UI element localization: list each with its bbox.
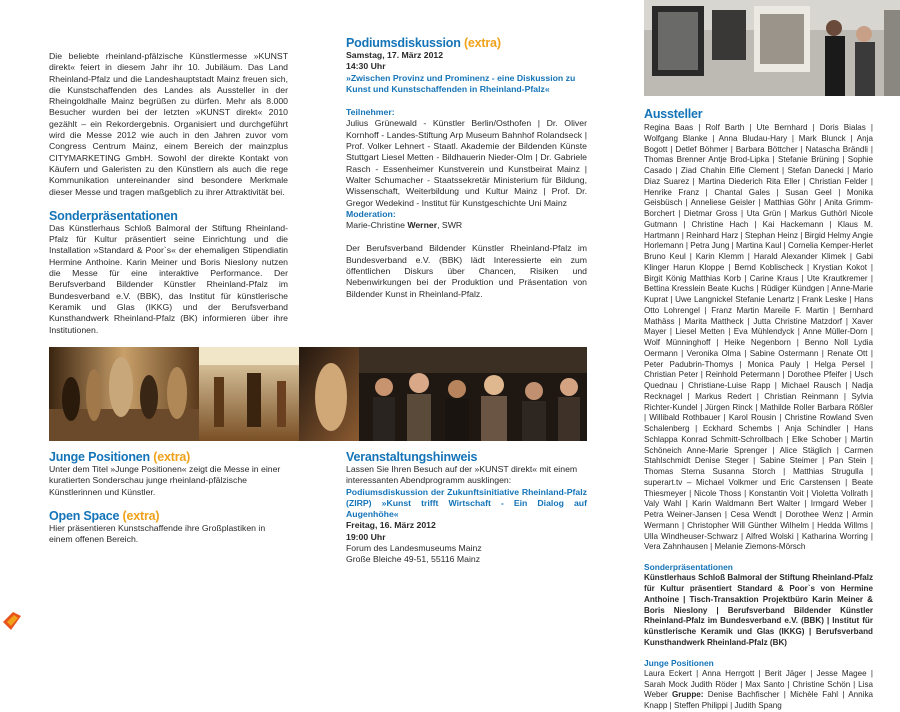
- podium-time: 14:30 Uhr: [346, 61, 386, 72]
- open-text: Hier präsentieren Kunstschaffende ihre Großplastiken in einem offenen Bereich.: [49, 522, 266, 545]
- column-left: [49, 51, 288, 336]
- junge-heading: Junge Positionen (extra): [49, 450, 191, 464]
- podium-date: Samstag, 17. März 2012: [346, 50, 444, 60]
- veranst-heading: Veranstaltungshinweis: [346, 450, 478, 464]
- right-sonder-label: Sonderpräsentationen: [644, 562, 733, 572]
- veranst-place2: Große Bleiche 49-51, 55116 Mainz: [346, 554, 481, 565]
- aussteller-heading: Aussteller: [644, 107, 703, 121]
- veranst-place1: Forum des Landesmuseums Mainz: [346, 543, 482, 554]
- column-middle-bottom: [346, 450, 587, 566]
- right-junge-label: Junge Positionen: [644, 657, 714, 668]
- veranst-highlight: Podiumsdiskussion der Zukunftsinitiative Rheinland-Pfalz (ZIRP) »Kunst trifft Wirtschaft - Ein Dialog auf Augenhöhe«: [346, 486, 587, 520]
- aussteller-list: [644, 123, 873, 553]
- veranst-date: Freitag, 16. März 2012: [346, 520, 436, 531]
- panorama-photo: [49, 347, 587, 441]
- veranst-time: 19:00 Uhr: [346, 531, 386, 542]
- column-middle: [346, 36, 587, 300]
- right-sonder-text: Künstlerhaus Schloß Balmoral der Stiftung Rheinland-Pfalz für Kultur präsentiert Standard & Poor`s von Hermine Anthoine | Tisch-Transaktion Projektbüro Karin Meiner & Boris Nieslony | Berufsverband Bildender Künstler Rheinland-Pfalz im Bundesverband e.V. (BBK) | Institut für künstlerische Keramik und Glas (IKKG) | Berufsverband Kunsthandwerk Rheinland-Pfalz (BK): [644, 573, 873, 647]
- column-right: [644, 107, 873, 712]
- junge-text: Unter dem Titel »Junge Positionen« zeigt die Messe in einer kuratierten Sonderschau junge rheinland-pfälzische Künstlerinnen und Künstler.: [49, 464, 281, 497]
- sonder-heading: Sonderpräsentationen: [49, 208, 178, 223]
- right-junge-text: Laura Eckert | Anna Herrgott | Berit Jäger | Jesse Magee | Sarah Mock Judith Röder | Max Santo | Christine Schön | Lisa Weber Gruppe: Denise Bachfischer | Michèle Fahl | Annika Knapp | Steffen Philippi | Judith Spang: [644, 668, 873, 711]
- podium-subtitle: »Zwischen Provinz und Prominenz - eine Diskussion zu Kunst und Kunstschaffenden in Rheinland-Pfalz«: [346, 72, 576, 94]
- aussteller-names: Regina Baas | Rolf Barth | Ute Bernhard | Doris Bialas | Wolfgang Blanke | Anna Bludau-Hary | Mark Blunck | Anja Bogott | Detlef Böhmer | Barbara Böttcher | Natascha Brändli | Thomas Brenner Antje Brod-Lipka | Stefanie Brüning | Sophie Casado | Ziad Chahin Elfie Clement | Stefan Danecki | Mario Diaz Suarez | Martina Diederich Rita Eller | Christian Felder | Henrike Franz | Chantal Gales | Susan Geel | Monika Geisbüsch | Anneliese Geisler | Matthias Göhr | Anita Grimm-Borchert | Dietmar Gross | Uta Grün | Markus Guthörl Nicole Gutmann | Christine Hach | Kai Hackemann | Klaus M. Hartmann | Reinhard Harz | Stephan Heinz | Birgid Helmy Angie Horlemann | Petra Jung | Martina Kaul | Cornelia Kemper-Herlet Bruno Keul | Karin Klemm | Harald Alexander Klimek | Gabi Klinger Harun Kloppe | Bernd Koblischeck | Krystian Kokot | Birgit König Matthias Korb | Carine Kraus | Ute Krautkremer | Bettina Kresslein Beate Kuchs | Rüdiger Kündgen | Anne-Marie Kuprat | Uwe Langnickel Stefanie Lenartz | Frank Leske | Hans Otto Lohrengel | Franz Martin Mareile F. Martin | Bernhard Mathäss | Marita Mattheck | Jutta Christine Matzdorf | Xaver Mayer | Liesel Metten | Eva Mühlendyck | Anne Müller-Dorn | Wolf Münninghoff | Heike Negenborn | Benno Noll Lydia Oermann | Veronika Olma | Sabine Ostermann | Renate Ott | Peter Padubrin-Thomys | Monica Pauly | Helga Persel | Christian Peter | Reinhold Petermann | Dorothee Pfeifer | Usch Quednau | Christiane-Luise Rapp | Michael Rausch | Nadja Recknagel | Markus Redert | Christian Reinmann | Sylvia Richter-Kundel | Jürgen Rinck | Mathilde Roller Barbara Rößler | Willibald Rothbauer | Karol Rousin | Christine Rowland Sven Schalenberg | Eckhard Schembs | Anja Schindler | Hans Schlappa Konrad Schmitt-Schrollbach | Elke Schober | Martin Schöneich Anne-Marie Sprenger | Alice Stäglich | Carmen Stahlschmidt Denise Steger | Sabine Steimer | Pan Stein | Thomas Sterna Susanna Storch | Matthias Strugulla | superart.tv – Michael Volkmer und Eric Carstensen | Beate Thiesmeyer | Nicole Thoss | Konstantin Voit | Violetta Vollrath | Valy Wahl | Karin Waldmann Bert Walter | Irmgard Weber | Petra Weiner-Jansen | Cesa Wendt | Dorothee Wenz | Armin Wermann | Christopher Will Günther Wilhelm | Hedda Willms | Ulla Windheuser-Schwarz | Alfred Wolski | Katharina Worring | Vera Zahnhausen | Melanie Ziemons-Mörsch: [644, 123, 873, 552]
- teilnehmer-label: Teilnehmer:: [346, 107, 395, 118]
- gallery-photo-strip: [49, 347, 587, 441]
- moderation-text: Marie-Christine Werner, SWR: [346, 220, 463, 231]
- podium-heading: Podiumsdiskussion (extra): [346, 36, 501, 50]
- bbk-text: Der Berufsverband Bildender Künstler Rheinland-Pfalz im Bundesverband e.V. (BBK) lädt Interessierte ein zum öffentlichen Diskurs über Chancen, Risiken und Nebenwirkungen bei der Produktion und Präsentation von Bildender Kunst in Rheinland-Pfalz.: [346, 243, 587, 299]
- column-left-bottom: [49, 450, 288, 545]
- teilnehmer-text: Julius Grünewald - Künstler Berlin/Osthofen | Dr. Oliver Kornhoff - Landes-Stiftung Arp Museum Bahnhof Rolandseck | Prof. Volker Lehnert - Staatl. Akademie der Bildenden Künste Stuttgart Liesel Metten - Bildhauerin Nieder-Olm | Dr. Gabriele Rasch - Essenheimer Kunstverein und Kunstbeirat Mainz | Walter Schumacher - Staatssekretär Ministerium für Bildung, Wissenschaft, Weiterbildung und Kultur Mainz | Prof. Dr. Gregor Wedekind - Institut für Kunstgeschichte Uni Mainz: [346, 118, 587, 208]
- veranst-text: Lassen Sie Ihren Besuch auf der »KUNST direkt« mit einem interessanten Abendprogramm ausklingen:: [346, 464, 578, 486]
- kunst-direkt-logo-icon: [1, 610, 23, 632]
- intro-text: Die beliebte rheinland-pfälzische Künstlermesse »KUNST direkt« feiert in diesem Jahr ihr 10. Jubiläum. Das Land Rheinland-Pfalz und die Landeshauptstadt Mainz freuen sich, die Kunstschaffenden des Landes als Aussteller in der Rheingoldhalle Mainz begrüßen zu dürfen. Mehr als 8.000 Besucher wurden bei der letzten »KUNST direkt« 2010 gezählt – ein Rekordergebnis. Organisiert und durchgeführt wird die Messe 2012 wie auch in den Jahren zuvor vom Congress Centrum Mainz, einem Bereich der mainzplus CITYMARKETING GmbH. Sowohl der direkte Kontakt von Käufern und Galeristen zu den Künstlern als auch die rege Kommunikation untereinander sind besondere Merkmale dieser Messe und tragen maßgeblich zu ihrer Attraktivität bei.: [49, 51, 288, 197]
- sonder-text: Das Künstlerhaus Schloß Balmoral der Stiftung Rheinland-Pfalz für Kultur präsentiert seine Einrichtung und die Installation »Standard & Poor`s« der ehemaligen Stipendiatin Hermine Anthoine. Karin Meiner und Boris Nieslony nutzen die Messe für eine interaktive Performance. Der Berufsverband Bildender Künstler Rheinland-Pfalz im Bundesverband e.V. (BBK), das Institut für künstlerische Keramik und Glas (IKKG) und der Berufsverband Kunsthandwerk Rheinland-Pfalz (BK) informieren über ihre Institutionen.: [49, 222, 288, 335]
- exhibition-visitors-photo: [644, 0, 900, 96]
- open-heading: Open Space (extra): [49, 508, 160, 523]
- moderation-label: Moderation:: [346, 208, 396, 219]
- exhibition-photo: [644, 0, 900, 96]
